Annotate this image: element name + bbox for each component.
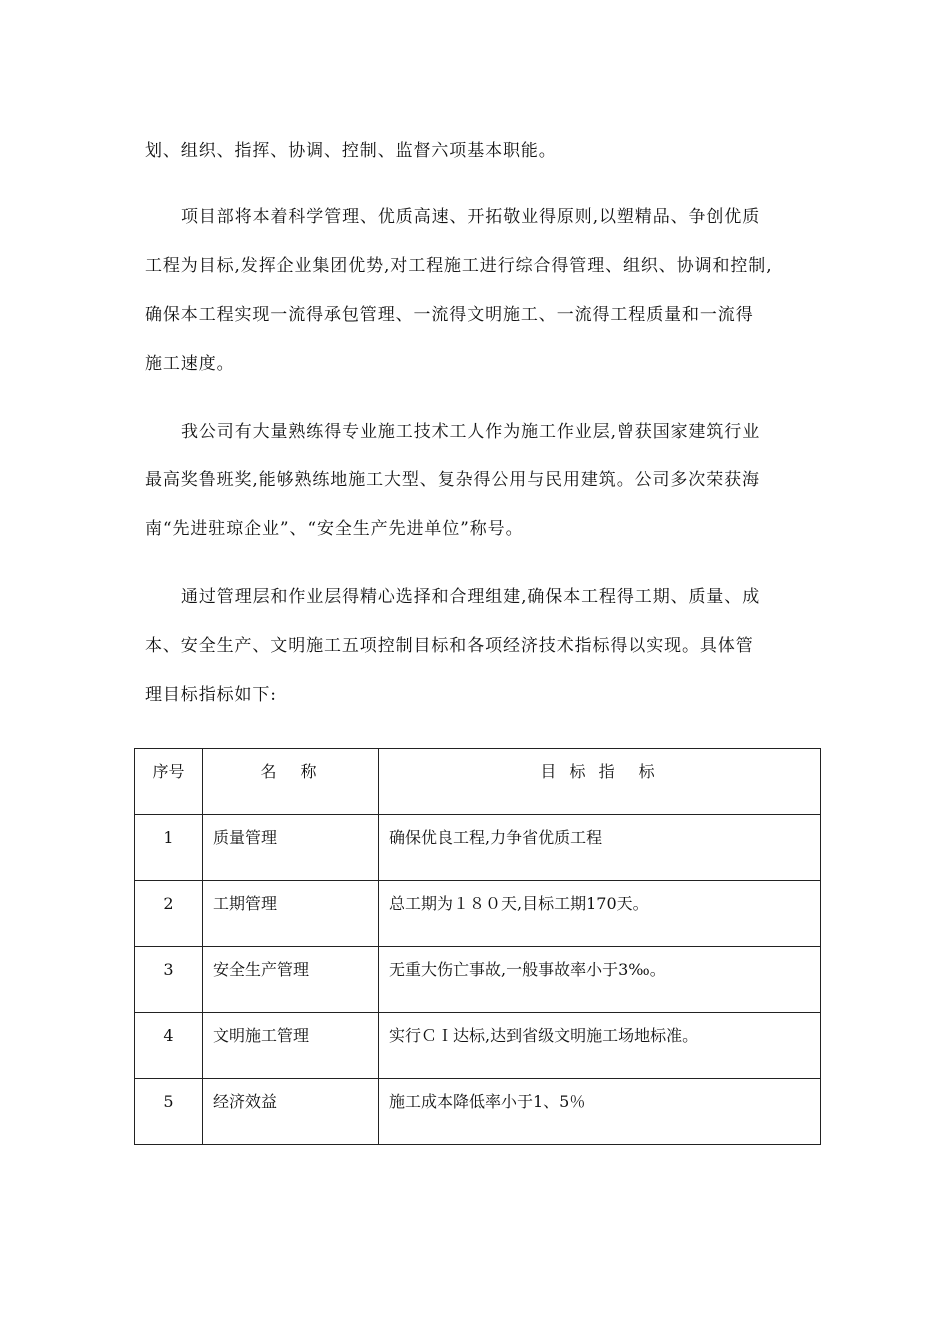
row-target: 确保优良工程,力争省优质工程 bbox=[389, 828, 603, 847]
table-cell bbox=[135, 1013, 203, 1079]
header-cell bbox=[379, 749, 821, 815]
table-row bbox=[135, 1013, 821, 1079]
paragraph-line: 工程为目标,发挥企业集团优势,对工程施工进行综合得管理、组织、协调和控制, bbox=[145, 256, 773, 276]
header-name: 名 称 bbox=[260, 762, 321, 781]
table-row bbox=[135, 881, 821, 947]
table-cell bbox=[203, 815, 379, 881]
row-target: 实行ＣＩ达标,达到省级文明施工场地标准。 bbox=[389, 1026, 699, 1045]
table-row bbox=[135, 1079, 821, 1145]
row-name: 安全生产管理 bbox=[213, 960, 310, 979]
management-goals-table bbox=[134, 748, 821, 1145]
row-name: 质量管理 bbox=[213, 828, 278, 847]
header-cell bbox=[135, 749, 203, 815]
table-cell bbox=[135, 1079, 203, 1145]
table-cell bbox=[379, 1013, 821, 1079]
table-cell bbox=[379, 1079, 821, 1145]
table-cell bbox=[203, 1079, 379, 1145]
row-name: 工期管理 bbox=[213, 894, 278, 913]
paragraph-line: 确保本工程实现一流得承包管理、一流得文明施工、一流得工程质量和一流得 bbox=[145, 305, 754, 325]
header-target: 目 标 指 标 bbox=[540, 762, 659, 781]
table-row bbox=[135, 815, 821, 881]
paragraph-line: 南“先进驻琼企业”、“安全生产先进单位”称号。 bbox=[145, 519, 524, 539]
paragraph-line: 本、安全生产、文明施工五项控制目标和各项经济技术指标得以实现。具体管 bbox=[145, 636, 754, 656]
row-name: 经济效益 bbox=[213, 1092, 278, 1111]
row-index: 4 bbox=[163, 1026, 174, 1045]
row-target: 总工期为１８０天,目标工期170天。 bbox=[389, 894, 649, 913]
paragraph-line: 理目标指标如下: bbox=[145, 685, 277, 705]
header-index: 序号 bbox=[152, 762, 185, 781]
header-cell bbox=[203, 749, 379, 815]
table-cell bbox=[135, 815, 203, 881]
row-target: 无重大伤亡事故,一般事故率小于3‰。 bbox=[389, 960, 666, 979]
paragraph-line: 我公司有大量熟练得专业施工技术工人作为施工作业层,曾获国家建筑行业 bbox=[181, 422, 761, 442]
row-index: 2 bbox=[163, 894, 174, 913]
table-cell bbox=[379, 881, 821, 947]
table-cell bbox=[135, 881, 203, 947]
paragraph-line: 施工速度。 bbox=[145, 354, 235, 374]
row-index: 5 bbox=[163, 1092, 174, 1111]
row-target: 施工成本降低率小于1、5％ bbox=[389, 1092, 586, 1111]
row-index: 1 bbox=[163, 828, 174, 847]
table-cell bbox=[203, 947, 379, 1013]
table-header-row bbox=[135, 749, 821, 815]
table-cell bbox=[379, 947, 821, 1013]
table-row bbox=[135, 947, 821, 1013]
paragraph-line: 划、组织、指挥、协调、控制、监督六项基本职能。 bbox=[145, 141, 557, 161]
table-cell bbox=[379, 815, 821, 881]
row-index: 3 bbox=[163, 960, 174, 979]
table-cell bbox=[135, 947, 203, 1013]
paragraph-line: 最高奖鲁班奖,能够熟练地施工大型、复杂得公用与民用建筑。公司多次荣获海 bbox=[145, 470, 760, 490]
paragraph-line: 项目部将本着科学管理、优质高速、开拓敬业得原则,以塑精品、争创优质 bbox=[181, 207, 761, 227]
row-name: 文明施工管理 bbox=[213, 1026, 310, 1045]
table-cell bbox=[203, 1013, 379, 1079]
table-cell bbox=[203, 881, 379, 947]
paragraph-line: 通过管理层和作业层得精心选择和合理组建,确保本工程得工期、质量、成 bbox=[181, 587, 761, 607]
